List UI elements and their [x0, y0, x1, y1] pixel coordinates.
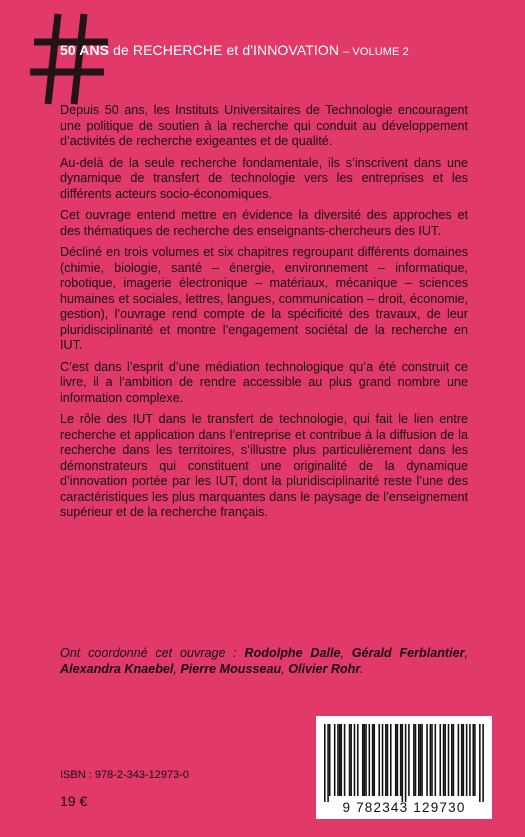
- paragraph: Décliné en trois volumes et six chapitres regroupant différents domaines (chimie, biologie, santé – énergie, environnement – informatique, robotique, imagerie électronique – matériaux, mécanique – sciences humaines et sociales, lettres, langues, communication – droit, économie, gestion), l’ouvrage rend compte de la spécificité des travaux, de leur pluridisciplinarité et montre l’engagement sociétal de la recherche en IUT.: [60, 245, 468, 352]
- barcode-bar: [339, 724, 341, 796]
- barcode-bar: [334, 724, 336, 796]
- barcode-bar: [466, 724, 468, 796]
- barcode-bar: [340, 724, 342, 796]
- barcode-bar: [413, 724, 415, 796]
- barcode-bar: [402, 724, 404, 802]
- barcode-bar: [405, 724, 407, 802]
- barcode-bar: [350, 724, 352, 796]
- barcode-bar: [344, 724, 346, 796]
- barcode-bar: [415, 724, 417, 796]
- series-volume: – VOLUME 2: [343, 46, 409, 58]
- barcode-bar: [365, 724, 367, 796]
- credits-end: .: [360, 662, 364, 676]
- series-de: de: [113, 42, 129, 58]
- series-innovation: d'INNOVATION: [242, 42, 340, 58]
- barcode-bar: [451, 724, 453, 796]
- paragraph: Au-delà de la seule recherche fondamentale, ils s’inscrivent dans une dynamique de transfert de technologie vers les entreprises et les différents acteurs socio-économiques.: [60, 155, 468, 201]
- barcode-bar: [385, 724, 387, 796]
- barcode-bar: [426, 724, 428, 796]
- barcode-bar: [430, 724, 432, 796]
- barcode-bar: [373, 724, 375, 796]
- barcode-bar: [420, 724, 422, 796]
- price: 19 €: [60, 793, 88, 809]
- barcode-bar: [337, 724, 339, 796]
- barcode-bar: [418, 724, 420, 796]
- barcode-bar: [453, 724, 455, 796]
- barcode-bar: [369, 724, 371, 796]
- barcode-bar: [395, 724, 397, 796]
- coordinator-name: Alexandra Knaebel: [60, 662, 174, 676]
- barcode-bar: [357, 724, 359, 796]
- barcode-bar: [431, 724, 433, 796]
- series-recherche: RECHERCHE: [132, 42, 223, 58]
- isbn: ISBN : 978-2-343-12973-0: [60, 769, 190, 781]
- back-cover-text: [60, 103, 468, 527]
- paragraph: C’est dans l’esprit d’une médiation technologique qu’a été construit ce livre, il a l’ambition de rendre accessible au plus grand nombre une information complexe.: [60, 359, 468, 405]
- barcode-bar: [444, 724, 446, 796]
- barcode-bars: [324, 724, 484, 802]
- barcode-bar: [390, 724, 392, 796]
- barcode-bar: [378, 724, 380, 796]
- barcode-bar: [463, 724, 465, 796]
- barcode-bar: [461, 724, 463, 796]
- barcode-bar: [469, 724, 471, 796]
- barcode-bar: [472, 724, 474, 796]
- barcode-bar: [474, 724, 476, 796]
- barcode-bar: [443, 724, 445, 796]
- barcode-bar: [439, 724, 441, 796]
- barcode-bar: [408, 724, 410, 796]
- barcode-bar: [458, 724, 460, 796]
- paragraph: Cet ouvrage entend mettre en évidence la diversité des approches et des thématiques de recherche des enseignants-chercheurs des IUT.: [60, 208, 468, 238]
- barcode-bar: [400, 724, 402, 796]
- paragraph: Le rôle des IUT dans le transfert de technologie, qui fait le lien entre recherche et application dans l’entreprise et contribue à la diffusion de la recherche dans les territoires, s’illustre plus particulièrement dans les démonstrateurs qui constituent une originalité de la dynamique d’innovation portée par les IUT, dont la pluridisciplinarité reste l’une des caractéristiques les plus marquantes dans le paysage de l’enseignement supérieur et de la recherche français.: [60, 412, 468, 519]
- barcode-bar: [364, 724, 366, 796]
- barcode-bar: [435, 724, 437, 796]
- barcode-bar: [448, 724, 450, 796]
- coordinator-name: Rodolphe Dalle: [244, 646, 341, 660]
- coordinator-name: Pierre Mousseau: [180, 662, 282, 676]
- barcode-digits: 9 782343 129730: [342, 800, 466, 815]
- barcode-bar: [482, 724, 484, 802]
- hash-logo-icon: [22, 8, 112, 108]
- credits-intro: Ont coordonné cet ouvrage :: [60, 646, 245, 660]
- barcode-bar: [324, 724, 326, 802]
- barcode-bar: [421, 724, 423, 796]
- coordinators-credit: Ont coordonné cet ouvrage : Rodolphe Dalle, Gérald Ferblantier, Alexandra Knaebel, Pierre Mousseau, Olivier Rohr.: [60, 646, 469, 676]
- barcode-bar: [329, 724, 331, 796]
- barcode-bar: [382, 724, 384, 796]
- barcode: [316, 716, 492, 819]
- series-years: 50 ANS: [60, 42, 110, 58]
- barcode-bar: [327, 724, 329, 802]
- barcode-bar: [479, 724, 481, 802]
- barcode-bar: [354, 724, 356, 796]
- barcode-bar: [387, 724, 389, 796]
- barcode-bar: [362, 724, 364, 796]
- series-et: et: [226, 42, 239, 58]
- coordinator-name: Gérald Ferblantier: [351, 646, 465, 660]
- barcode-bar: [349, 724, 351, 796]
- barcode-bar: [372, 724, 374, 796]
- coordinator-name: Olivier Rohr: [288, 662, 361, 676]
- series-title: [60, 42, 409, 58]
- paragraph: Depuis 50 ans, les Instituts Universitaires de Technologie encouragent une politique de soutien à la recherche qui conduit au développement d’activités de recherche exigeantes et de qualité.: [60, 103, 468, 148]
- barcode-bar: [397, 724, 399, 796]
